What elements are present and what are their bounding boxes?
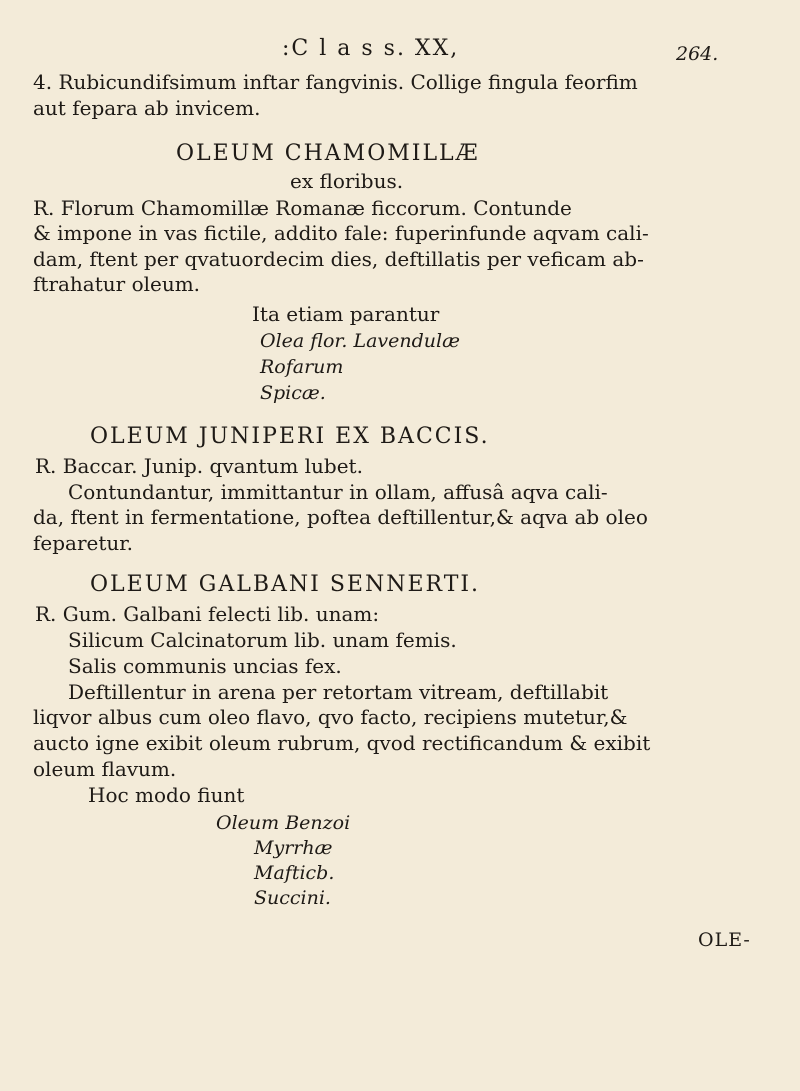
- text-line: Ita etiam parantur: [252, 302, 440, 326]
- text-line: liqvor albus cum oleo flavo, qvo facto, recipiens mutetur,&: [33, 705, 628, 729]
- text-line: Succini.: [254, 887, 331, 909]
- text-line: Myrrhæ: [254, 837, 333, 859]
- text-line: Mafticb.: [254, 862, 335, 884]
- text-line: da, ftent in fermentatione, poftea deftillentur,& aqva ab oleo: [33, 505, 648, 529]
- text-line: Salis communis uncias fex.: [68, 654, 342, 678]
- text-line: 4. Rubicundifsimum inftar fangvinis. Collige fingula feorfim: [33, 70, 638, 94]
- text-line: R. Baccar. Junip. qvantum lubet.: [35, 454, 363, 478]
- text-line: Deftillentur in arena per retortam vitream, deftillabit: [68, 680, 609, 704]
- text-line: Contundantur, immittantur in ollam, affusâ aqva cali-: [68, 480, 608, 504]
- text-line: Oleum Benzoi: [216, 812, 351, 834]
- text-line: dam, ftent per qvatuordecim dies, deftillatis per veficam ab-: [33, 247, 644, 271]
- text-line: Hoc modo fiunt: [88, 783, 245, 807]
- text-line: feparetur.: [33, 531, 133, 555]
- text-line: aut fepara ab invicem.: [33, 96, 261, 120]
- text-line: oleum flavum.: [33, 757, 177, 781]
- text-line: & impone in vas fictile, addito fale: fuperinfunde aqvam cali-: [33, 221, 649, 245]
- text-line: Rofarum: [260, 356, 344, 378]
- section-title: OLEUM GALBANI SENNERTI.: [90, 572, 481, 597]
- text-line: Olea flor. Lavendulæ: [260, 330, 460, 352]
- section-title: OLEUM JUNIPERI EX BACCIS.: [90, 424, 490, 449]
- page-number: 264.: [676, 43, 719, 65]
- running-head: :C l a s s. XX,: [282, 36, 460, 61]
- text-line: aucto igne exibit oleum rubrum, qvod rectificandum & exibit: [33, 731, 651, 755]
- text-line: R. Florum Chamomillæ Romanæ ficcorum. Contunde: [33, 196, 572, 220]
- text-line: ftrahatur oleum.: [33, 272, 201, 296]
- section-subtitle: ex floribus.: [290, 169, 404, 193]
- section-title: OLEUM CHAMOMILLÆ: [176, 141, 480, 166]
- text-line: Silicum Calcinatorum lib. unam femis.: [68, 628, 457, 652]
- catchword: OLE-: [698, 929, 751, 951]
- text-line: R. Gum. Galbani felecti lib. unam:: [35, 602, 380, 626]
- text-line: Spicæ.: [260, 382, 326, 404]
